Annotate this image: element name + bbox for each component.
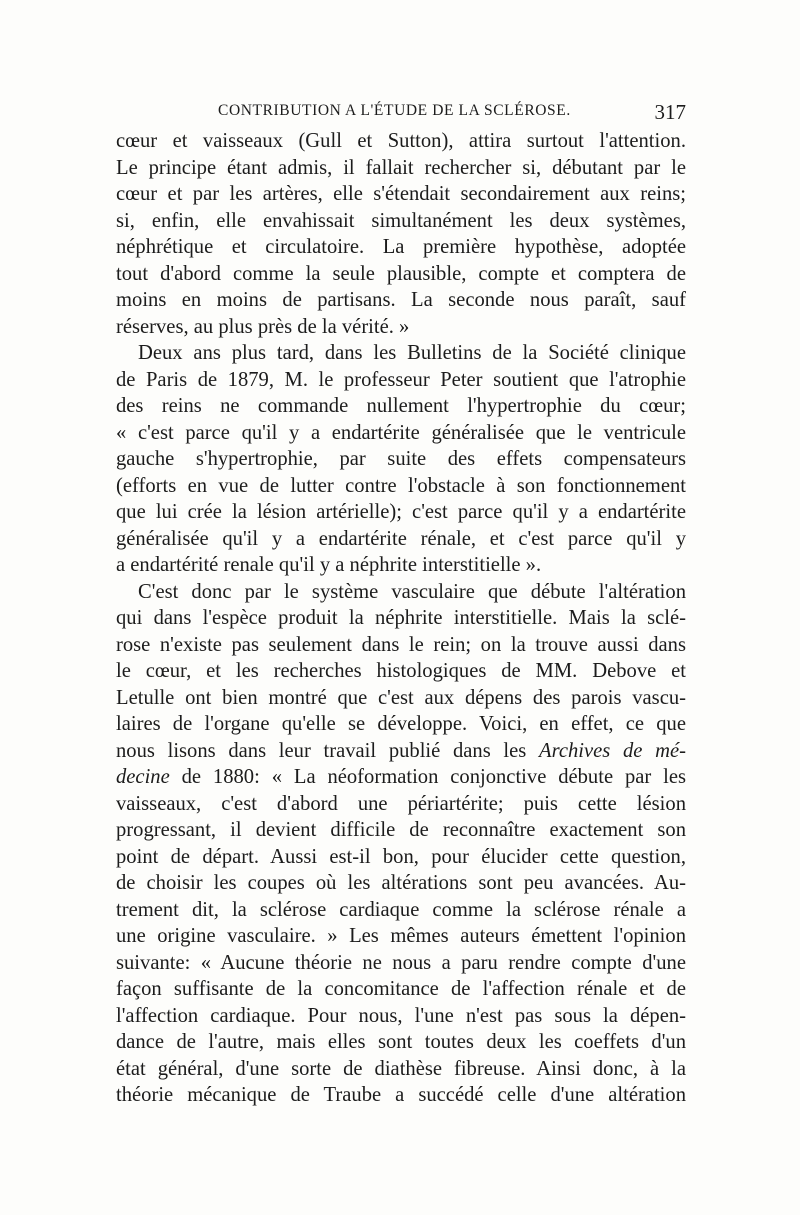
running-title: CONTRIBUTION A L'ÉTUDE DE LA SCLÉROSE. xyxy=(218,102,571,119)
text-line: « c'est parce qu'il y a endartérite généralisée que le ventricule xyxy=(116,421,686,444)
text-line: progressant, il devient difficile de reconnaître exactement son xyxy=(116,819,686,841)
text-line: que lui crée la lésion artérielle); c'est parce qu'il y a endartérite xyxy=(116,501,686,523)
text-line: une origine vasculaire. » Les mêmes auteurs émettent l'opinion xyxy=(116,925,686,947)
text-line: vaisseaux, c'est d'abord une périartérite; puis cette lésion xyxy=(116,792,686,815)
running-head xyxy=(118,100,686,126)
text-line: état général, d'une sorte de diathèse fibreuse. Ainsi donc, à la xyxy=(116,1057,686,1080)
page-number: 317 xyxy=(654,100,686,124)
text-line: trement dit, la sclérose cardiaque comme la sclérose rénale a xyxy=(116,898,686,921)
text-line: néphrétique et circulatoire. La première hypothèse, adoptée xyxy=(116,236,686,258)
text-line: gauche s'hypertrophie, par suite des effets compensateurs xyxy=(116,448,686,470)
text-line: réserves, au plus près de la vérité. » xyxy=(116,315,410,338)
text-line: Le principe étant admis, il fallait rechercher si, débutant par le xyxy=(116,156,686,179)
text-line: Letulle ont bien montré que c'est aux dépens des parois vascu- xyxy=(116,686,686,709)
text-line: tout d'abord comme la seule plausible, compte et comptera de xyxy=(116,262,686,285)
text-line: laires de l'organe qu'elle se développe. Voici, en effet, ce que xyxy=(116,713,686,735)
text-line: le cœur, et les recherches histologiques de MM. Debove et xyxy=(116,660,686,682)
journal-title-part: Archives de mé- xyxy=(539,739,687,762)
text-line: si, enfin, elle envahissait simultanément les deux systèmes, xyxy=(116,209,686,232)
text-line xyxy=(116,764,686,791)
journal-title-part: decine xyxy=(116,766,170,788)
text-line: a endartérité renale qu'il y a néphrite interstitielle ». xyxy=(116,554,542,576)
text-line: cœur et par les artères, elle s'étendait secondairement aux reins; xyxy=(116,183,686,205)
text-line: qui dans l'espèce produit la néphrite interstitielle. Mais la sclé- xyxy=(116,607,686,629)
line-text: nous lisons dans leur travail publié dans les xyxy=(116,739,540,762)
text-line: théorie mécanique de Traube a succédé celle d'une altération xyxy=(116,1084,686,1106)
text-line xyxy=(116,738,686,765)
text-line: des reins ne commande nullement l'hypertrophie du cœur; xyxy=(116,395,686,417)
text-line: Deux ans plus tard, dans les Bulletins de la Société clinique xyxy=(138,342,686,364)
text-line: façon suffisante de la concomitance de l'affection rénale et de xyxy=(116,978,686,1000)
body-text xyxy=(116,128,686,1109)
text-line: dance de l'autre, mais elles sont toutes deux les coeffets d'un xyxy=(116,1031,686,1053)
text-line: C'est donc par le système vasculaire que débute l'altération xyxy=(138,580,686,603)
text-line: (efforts en vue de lutter contre l'obstacle à son fonctionnement xyxy=(116,474,686,497)
text-line: suivante: « Aucune théorie ne nous a paru rendre compte d'une xyxy=(116,951,686,974)
text-line: moins en moins de partisans. La seconde nous paraît, sauf xyxy=(116,289,686,311)
text-line: de choisir les coupes où les altérations sont peu avancées. Au- xyxy=(116,872,686,894)
text-line: l'affection cardiaque. Pour nous, l'une n'est pas sous la dépen- xyxy=(116,1004,686,1027)
text-line: point de départ. Aussi est-il bon, pour élucider cette question, xyxy=(116,845,686,868)
text-line: rose n'existe pas seulement dans le rein; on la trouve aussi dans xyxy=(116,633,686,656)
text-line: généralisée qu'il y a endartérite rénale, et c'est parce qu'il y xyxy=(116,527,686,550)
text-line: cœur et vaisseaux (Gull et Sutton), attira surtout l'attention. xyxy=(116,130,686,152)
text-line: de Paris de 1879, M. le professeur Peter soutient que l'atrophie xyxy=(116,368,686,391)
line-text: de 1880: « La néoformation conjonctive débute par les xyxy=(169,766,686,788)
